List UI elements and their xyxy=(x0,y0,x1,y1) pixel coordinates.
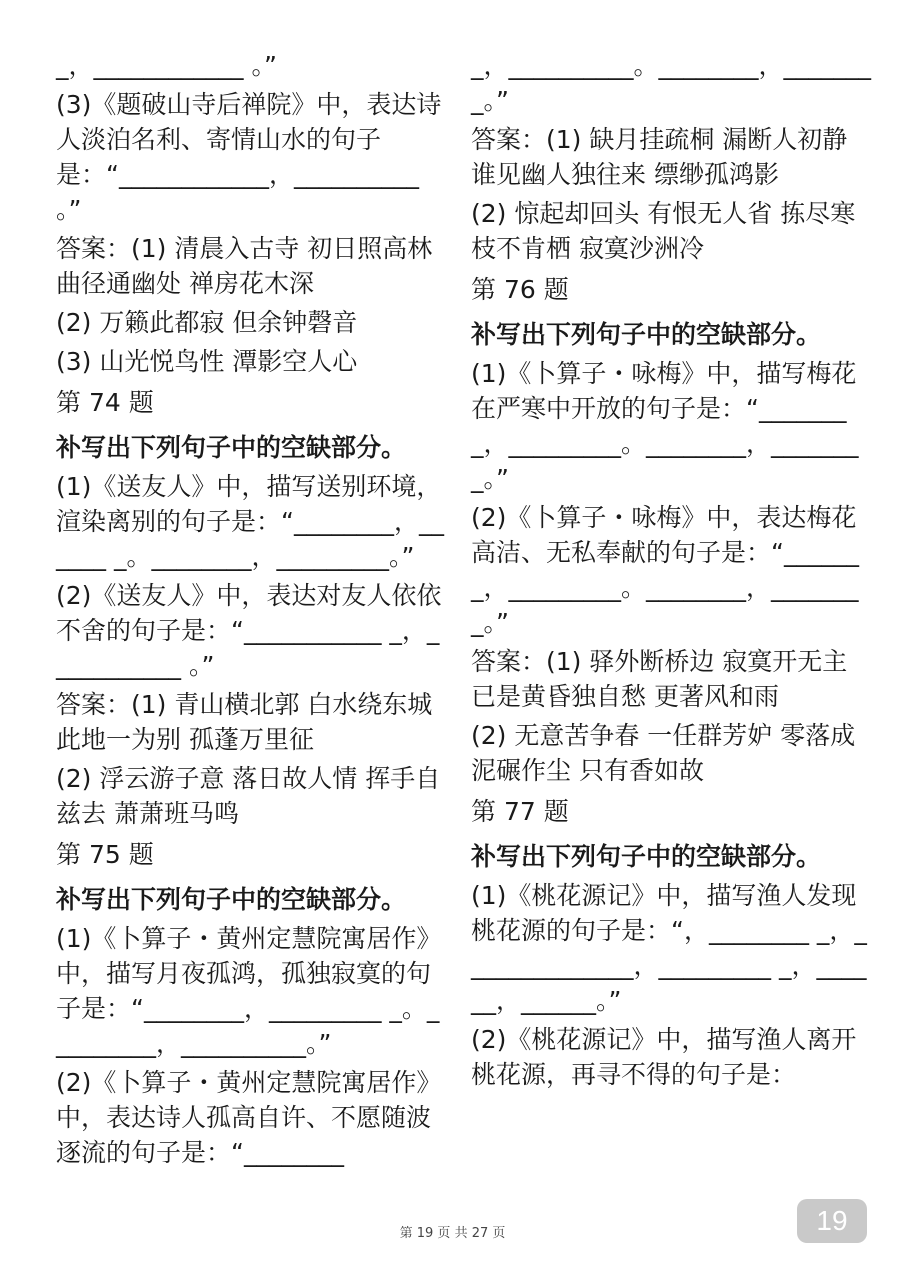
answer-text: 答案：(1) 青山横北郭 白水绕东城 此地一为别 孤蓬万里征 xyxy=(56,690,441,754)
page-number-badge: 19 xyxy=(797,1199,867,1243)
question-text: (2)《送友人》中，表达对友人依依不舍的句子是：“___________ _，___________ 。” xyxy=(56,581,442,680)
question-text: _，____________ 。” xyxy=(56,51,277,80)
answer-text: 答案：(1) 缺月挂疏桐 漏断人初静 谁见幽人独往来 缥缈孤鸿影 xyxy=(471,125,856,189)
question-text: (2)《卜算子・黄州定慧院寓居作》中，表达诗人孤高自许、不愿随波逐流的句子是：“________ xyxy=(56,1068,442,1167)
question-heading: 第 77 题 xyxy=(471,797,569,826)
question-text: _，__________。________，_______ _。” xyxy=(471,51,879,115)
question-text: (2) 惊起却回头 有恨无人省 拣尽寒枝不肯栖 寂寞沙洲冷 xyxy=(471,199,856,263)
right-column xyxy=(471,48,879,1096)
question-text: (1)《送友人》中，描写送别环境，渲染离别的句子是：“________，______ _。________，_________。” xyxy=(56,472,444,571)
question-text: (1)《卜算子・黄州定慧院寓居作》中，描写月夜孤鸿，孤独寂寞的句子是：“________，_________ _。_________，__________。” xyxy=(56,924,442,1058)
question-heading: 第 76 题 xyxy=(471,275,569,304)
question-text: (3)《题破山寺后禅院》中，表达诗人淡泊名利、寄情山水的句子是：“____________，__________ 。” xyxy=(56,90,442,224)
question-text: (1)《桃花源记》中，描写渔人发现桃花源的句子是：“，________ _，______________，_________ _，______，______。” xyxy=(471,881,867,1015)
question-text: 补写出下列句子中的空缺部分。 xyxy=(471,320,822,349)
question-text: (2) 浮云游子意 落日故人情 挥手自兹去 萧萧班马鸣 xyxy=(56,764,441,828)
question-text: (1)《卜算子・咏梅》中，描写梅花在严寒中开放的句子是：“_______ _，_________。________，_______ _。” xyxy=(471,359,867,493)
question-text: (3) 山光悦鸟性 潭影空人心 xyxy=(56,347,358,376)
answer-text: 答案：(1) 驿外断桥边 寂寞开无主 已是黄昏独自愁 更著风和雨 xyxy=(471,647,856,711)
question-text: (2)《桃花源记》中，描写渔人离开桃花源，再寻不得的句子是： xyxy=(471,1025,857,1089)
question-heading: 第 75 题 xyxy=(56,840,154,869)
question-heading: 第 74 题 xyxy=(56,388,154,417)
question-text: 补写出下列句子中的空缺部分。 xyxy=(56,885,407,914)
question-text: (2) 万籁此都寂 但余钟磬音 xyxy=(56,308,358,337)
question-text: 补写出下列句子中的空缺部分。 xyxy=(471,842,822,871)
question-text: (2) 无意苦争春 一任群芳妒 零落成泥碾作尘 只有香如故 xyxy=(471,721,856,785)
page-footer-text: 第 19 页 共 27 页 xyxy=(399,1226,506,1241)
answer-text: 答案：(1) 清晨入古寺 初日照高林 曲径通幽处 禅房花木深 xyxy=(56,234,441,298)
question-text: 补写出下列句子中的空缺部分。 xyxy=(56,433,407,462)
left-column xyxy=(56,48,451,1174)
question-text: (2)《卜算子・咏梅》中，表达梅花高洁、无私奉献的句子是：“______ _，_________。________，_______ _。” xyxy=(471,503,867,637)
